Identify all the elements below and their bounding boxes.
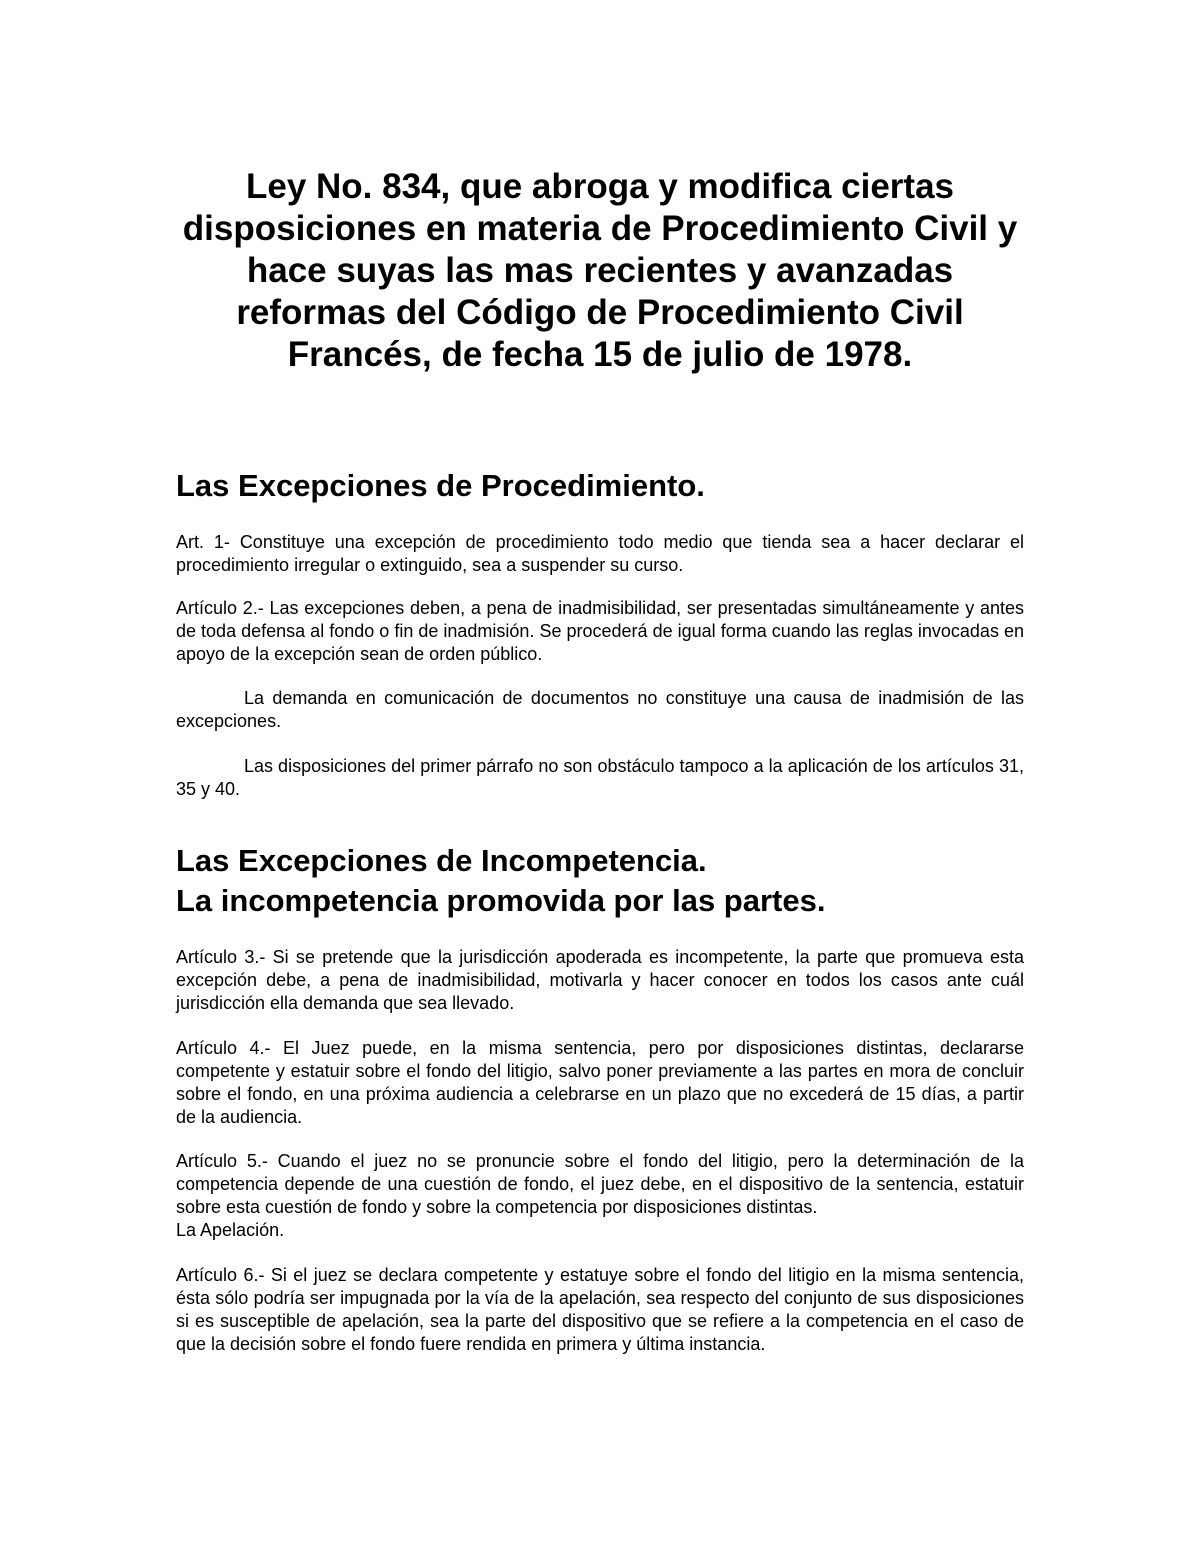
section-heading-procedimiento: Las Excepciones de Procedimiento. xyxy=(176,468,705,503)
document-title xyxy=(160,166,1040,376)
article-6: Artículo 6.- Si el juez se declara competente y estatuye sobre el fondo del litigio en la misma sentencia, ésta sólo podría ser impugnada por la vía de la apelación, sea respecto del conjunto de sus disposiciones si es susceptible de apelación, sea la parte del dispositivo que se refiere a la competencia en el caso de que la decisión sobre el fondo fuere rendida en primera y última instancia. xyxy=(176,1265,1024,1354)
title-line: Ley No. 834, que abroga y modifica ciertas xyxy=(245,167,955,206)
title-line: hace suyas las mas recientes y avanzadas xyxy=(246,251,954,290)
article-4: Artículo 4.- El Juez puede, en la misma sentencia, pero por disposiciones distintas, declararse competente y estatuir sobre el fondo del litigio, salvo poner previamente a las partes en mora de concluir sobre el fondo, en una próxima audiencia a celebrarse en un plazo que no excederá de 15 días, a partir de la audiencia. xyxy=(176,1038,1024,1127)
article-2-paragraph-2: La demanda en comunicación de documentos no constituye una causa de inadmisión de las excepciones. xyxy=(176,688,1024,731)
section-heading-incompetencia: Las Excepciones de Incompetencia. xyxy=(176,843,707,878)
title-line: reformas del Código de Procedimiento Civil xyxy=(236,293,964,332)
article-1: Art. 1- Constituye una excepción de procedimiento todo medio que tienda sea a hacer declarar el procedimiento irregular o extinguido, sea a suspender su curso. xyxy=(176,532,1024,575)
title-line: Francés, de fecha 15 de julio de 1978. xyxy=(287,335,913,374)
article-3: Artículo 3.- Si se pretende que la jurisdicción apoderada es incompetente, la parte que promueva esta excepción debe, a pena de inadmisibilidad, motivarla y hacer conocer en todos los casos ante cuál jurisdicción ella demanda que sea llevado. xyxy=(176,947,1024,1013)
article-2: Artículo 2.- Las excepciones deben, a pena de inadmisibilidad, ser presentadas simultáneamente y antes de toda defensa al fondo o fin de inadmisión. Se procederá de igual forma cuando las reglas invocadas en apoyo de la excepción sean de orden público. xyxy=(176,598,1024,664)
title-line: disposiciones en materia de Procedimiento Civil y xyxy=(182,209,1018,248)
article-5: Artículo 5.- Cuando el juez no se pronuncie sobre el fondo del litigio, pero la determinación de la competencia depende de una cuestión de fondo, el juez debe, en el dispositivo de la sentencia, estatuir sobre esta cuestión de fondo y sobre la competencia por disposiciones distintas. xyxy=(176,1151,1024,1217)
article-2-paragraph-3: Las disposiciones del primer párrafo no son obstáculo tampoco a la aplicación de los artículos 31, 35 y 40. xyxy=(176,756,1024,799)
apelacion-label: La Apelación. xyxy=(176,1220,285,1240)
section-subheading-partes: La incompetencia promovida por las partes. xyxy=(176,883,826,918)
